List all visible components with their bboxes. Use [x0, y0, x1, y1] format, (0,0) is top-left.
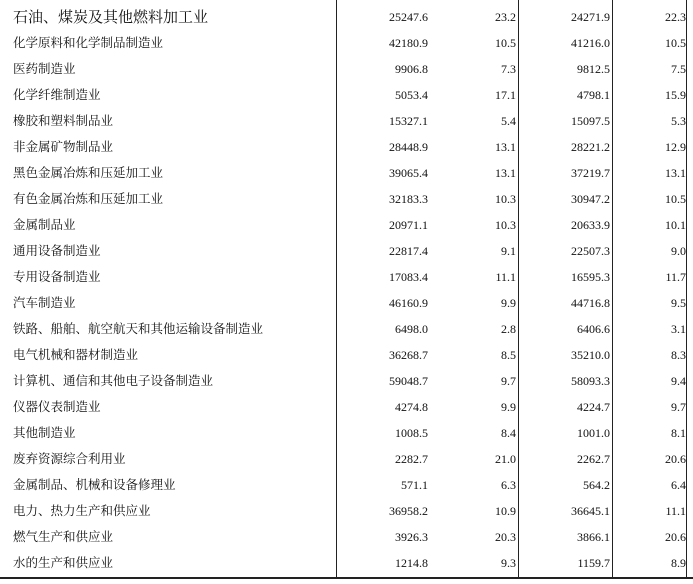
industry-table — [0, 4, 693, 576]
value-col-2: 21.0 — [495, 452, 516, 466]
value-col-4: 10.1 — [665, 218, 686, 232]
table-row — [0, 212, 693, 238]
industry-name: 仪器仪表制造业 — [13, 399, 101, 414]
table-row — [0, 238, 693, 264]
value-col-2: 23.2 — [495, 10, 516, 24]
value-col-2: 17.1 — [495, 88, 516, 102]
value-col-2: 13.1 — [495, 166, 516, 180]
table-row — [0, 446, 693, 472]
value-col-1: 39065.4 — [389, 166, 428, 180]
value-col-1: 571.1 — [401, 478, 428, 492]
value-col-1: 4274.8 — [395, 400, 428, 414]
industry-name: 化学纤维制造业 — [13, 87, 101, 102]
table-row — [0, 368, 693, 394]
industry-name: 黑色金属冶炼和压延加工业 — [13, 165, 164, 180]
table-row — [0, 472, 693, 498]
industry-name: 其他制造业 — [13, 425, 76, 440]
value-col-3: 28221.2 — [571, 140, 610, 154]
value-col-3: 564.2 — [583, 478, 610, 492]
table-row — [0, 56, 693, 82]
table-row — [0, 290, 693, 316]
value-col-4: 9.5 — [671, 296, 686, 310]
industry-name: 通用设备制造业 — [13, 243, 101, 258]
value-col-2: 5.4 — [501, 114, 516, 128]
value-col-1: 46160.9 — [389, 296, 428, 310]
table-row — [0, 4, 693, 30]
value-col-1: 3926.3 — [395, 530, 428, 544]
value-col-4: 11.1 — [665, 504, 686, 518]
value-col-1: 1008.5 — [395, 426, 428, 440]
value-col-4: 9.0 — [671, 244, 686, 258]
value-col-2: 9.7 — [501, 374, 516, 388]
table-row — [0, 264, 693, 290]
value-col-3: 58093.3 — [571, 374, 610, 388]
value-col-4: 8.9 — [671, 556, 686, 570]
table-row — [0, 160, 693, 186]
industry-name: 石油、煤炭及其他燃料加工业 — [13, 8, 209, 26]
industry-name: 金属制品业 — [13, 217, 76, 232]
value-col-2: 9.9 — [501, 400, 516, 414]
value-col-3: 3866.1 — [577, 530, 610, 544]
industry-name: 橡胶和塑料制品业 — [13, 113, 114, 128]
value-col-1: 2282.7 — [395, 452, 428, 466]
industry-name: 专用设备制造业 — [13, 269, 101, 284]
value-col-4: 8.3 — [671, 348, 686, 362]
value-col-3: 4224.7 — [577, 400, 610, 414]
table-row — [0, 134, 693, 160]
value-col-3: 30947.2 — [571, 192, 610, 206]
value-col-1: 59048.7 — [389, 374, 428, 388]
value-col-2: 10.3 — [495, 192, 516, 206]
value-col-3: 36645.1 — [571, 504, 610, 518]
value-col-2: 20.3 — [495, 530, 516, 544]
value-col-4: 13.1 — [665, 166, 686, 180]
value-col-1: 25247.6 — [389, 10, 428, 24]
value-col-1: 17083.4 — [389, 270, 428, 284]
value-col-4: 20.6 — [665, 452, 686, 466]
value-col-2: 9.1 — [501, 244, 516, 258]
table-row — [0, 498, 693, 524]
value-col-1: 5053.4 — [395, 88, 428, 102]
value-col-1: 32183.3 — [389, 192, 428, 206]
value-col-4: 6.4 — [671, 478, 686, 492]
value-col-3: 37219.7 — [571, 166, 610, 180]
value-col-1: 36958.2 — [389, 504, 428, 518]
industry-name: 电力、热力生产和供应业 — [13, 503, 151, 518]
value-col-2: 6.3 — [501, 478, 516, 492]
value-col-4: 11.7 — [665, 270, 686, 284]
industry-name: 电气机械和器材制造业 — [13, 347, 139, 362]
table-row — [0, 316, 693, 342]
value-col-3: 1159.7 — [577, 556, 610, 570]
table-row — [0, 82, 693, 108]
table-row — [0, 524, 693, 550]
value-col-2: 8.5 — [501, 348, 516, 362]
industry-name: 废弃资源综合利用业 — [13, 451, 126, 466]
value-col-1: 9906.8 — [395, 62, 428, 76]
value-col-4: 9.4 — [671, 374, 686, 388]
value-col-2: 10.5 — [495, 36, 516, 50]
value-col-3: 9812.5 — [577, 62, 610, 76]
table-row — [0, 550, 693, 576]
value-col-1: 22817.4 — [389, 244, 428, 258]
table-bottom-rule — [0, 577, 693, 579]
value-col-3: 4798.1 — [577, 88, 610, 102]
value-col-2: 8.4 — [501, 426, 516, 440]
value-col-3: 35210.0 — [571, 348, 610, 362]
value-col-4: 9.7 — [671, 400, 686, 414]
industry-name: 燃气生产和供应业 — [13, 529, 114, 544]
industry-name: 医药制造业 — [13, 61, 76, 76]
value-col-2: 11.1 — [495, 270, 516, 284]
table-row — [0, 394, 693, 420]
value-col-1: 6498.0 — [395, 322, 428, 336]
value-col-3: 2262.7 — [577, 452, 610, 466]
value-col-3: 44716.8 — [571, 296, 610, 310]
value-col-4: 3.1 — [671, 322, 686, 336]
value-col-1: 28448.9 — [389, 140, 428, 154]
value-col-3: 6406.6 — [577, 322, 610, 336]
value-col-2: 9.9 — [501, 296, 516, 310]
value-col-4: 20.6 — [665, 530, 686, 544]
industry-name: 金属制品、机械和设备修理业 — [13, 477, 176, 492]
industry-name: 化学原料和化学制品制造业 — [13, 35, 164, 50]
value-col-4: 10.5 — [665, 36, 686, 50]
industry-name: 计算机、通信和其他电子设备制造业 — [13, 373, 214, 388]
industry-name: 水的生产和供应业 — [13, 555, 114, 570]
value-col-2: 7.3 — [501, 62, 516, 76]
value-col-3: 24271.9 — [571, 10, 610, 24]
table-row — [0, 342, 693, 368]
industry-name: 有色金属冶炼和压延加工业 — [13, 191, 164, 206]
table-row — [0, 108, 693, 134]
industry-name: 非金属矿物制品业 — [13, 139, 114, 154]
value-col-4: 15.9 — [665, 88, 686, 102]
table-row — [0, 186, 693, 212]
value-col-3: 20633.9 — [571, 218, 610, 232]
value-col-1: 15327.1 — [389, 114, 428, 128]
value-col-4: 22.3 — [665, 10, 686, 24]
value-col-4: 8.1 — [671, 426, 686, 440]
value-col-1: 1214.8 — [395, 556, 428, 570]
value-col-1: 42180.9 — [389, 36, 428, 50]
value-col-1: 20971.1 — [389, 218, 428, 232]
value-col-3: 41216.0 — [571, 36, 610, 50]
value-col-2: 10.9 — [495, 504, 516, 518]
value-col-4: 12.9 — [665, 140, 686, 154]
table-row — [0, 420, 693, 446]
value-col-3: 15097.5 — [571, 114, 610, 128]
value-col-3: 1001.0 — [577, 426, 610, 440]
value-col-2: 9.3 — [501, 556, 516, 570]
table-row — [0, 30, 693, 56]
value-col-4: 10.5 — [665, 192, 686, 206]
value-col-3: 22507.3 — [571, 244, 610, 258]
industry-name: 铁路、船舶、航空航天和其他运输设备制造业 — [13, 321, 264, 336]
industry-name: 汽车制造业 — [13, 295, 76, 310]
value-col-4: 5.3 — [671, 114, 686, 128]
value-col-4: 7.5 — [671, 62, 686, 76]
value-col-2: 13.1 — [495, 140, 516, 154]
value-col-1: 36268.7 — [389, 348, 428, 362]
value-col-2: 2.8 — [501, 322, 516, 336]
value-col-3: 16595.3 — [571, 270, 610, 284]
value-col-2: 10.3 — [495, 218, 516, 232]
